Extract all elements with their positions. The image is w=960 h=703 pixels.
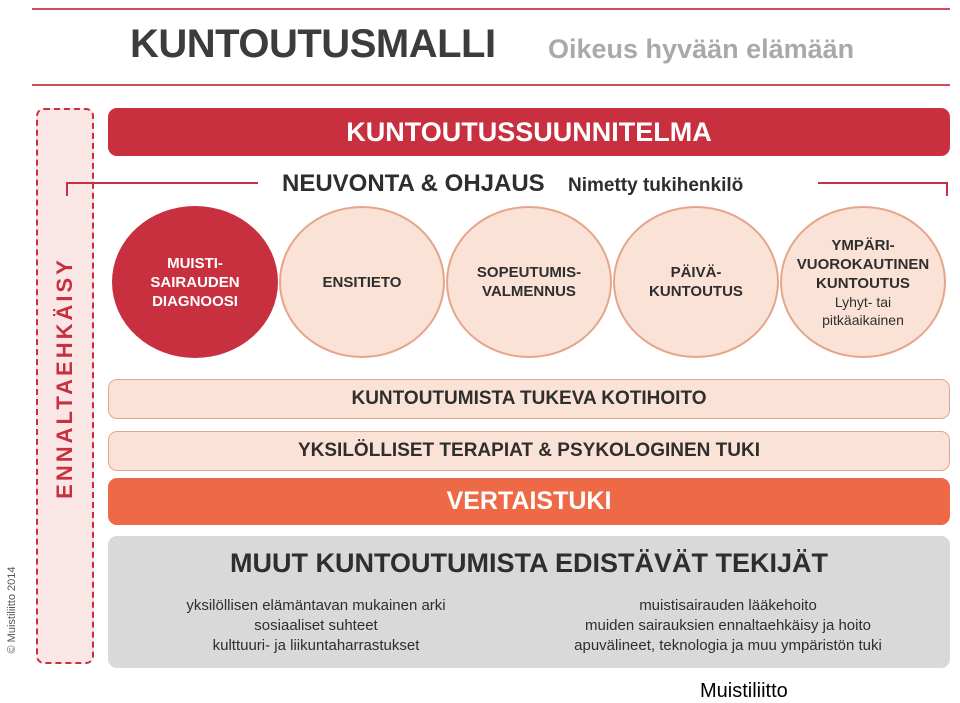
circle-first-info (279, 206, 445, 358)
circle-line: DIAGNOOSI (152, 292, 238, 310)
circle-day-rehab (613, 206, 779, 358)
rehab-plan-bar (108, 108, 950, 156)
home-care-label: KUNTOUTUMISTA TUKEVA KOTIHOITO (351, 388, 707, 409)
page-title: KUNTOUTUSMALLI (130, 22, 496, 66)
circle-adaptation-training (446, 206, 612, 358)
circle-line: ENSITIETO (322, 273, 402, 291)
circle-line: MUISTI- (167, 254, 223, 272)
list-item: muistisairauden lääkehoito (639, 597, 817, 614)
list-item: apuvälineet, teknologia ja muu ympäristön tuki (574, 637, 882, 654)
header-rule (32, 84, 950, 86)
other-factors-left (116, 596, 516, 656)
source-credit: Muistiliitto (700, 680, 788, 702)
guidance-bracket-left (66, 182, 258, 196)
home-care-bar (108, 379, 950, 419)
rehab-plan-label: KUNTOUTUSSUUNNITELMA (346, 116, 712, 147)
circle-line: SAIRAUDEN (150, 273, 240, 291)
circle-line: KUNTOUTUS (649, 283, 743, 300)
page-subtitle: Oikeus hyvään elämään (548, 34, 855, 64)
circle-24h-rehab (780, 206, 946, 358)
guidance-heading: NEUVONTA & OHJAUS (282, 170, 545, 197)
list-item: sosiaaliset suhteet (254, 617, 378, 634)
peer-support-bar (108, 478, 950, 525)
circle-line: PÄIVÄ- (670, 264, 722, 281)
other-factors-panel (108, 536, 950, 668)
circle-line: SOPEUTUMIS- (476, 264, 582, 281)
circle-line: YMPÄRI- (831, 236, 895, 254)
circle-subline: pitkäaikainen (822, 311, 904, 328)
guidance-subheading: Nimetty tukihenkilö (568, 175, 744, 196)
list-item: muiden sairauksien ennaltaehkäisy ja hoito (584, 617, 871, 634)
circle-line: KUNTOUTUS (816, 274, 910, 292)
therapies-label: YKSILÖLLISET TERAPIAT & PSYKOLOGINEN TUKI (297, 440, 760, 461)
list-item: kulttuuri- ja liikuntaharrastukset (212, 637, 420, 654)
top-rule (32, 8, 950, 10)
peer-support-label: VERTAISTUKI (446, 487, 612, 515)
circle-line: VUOROKAUTINEN (796, 255, 930, 273)
circle-line: VALMENNUS (482, 283, 576, 300)
other-factors-right (518, 596, 938, 656)
therapies-bar (108, 431, 950, 471)
other-factors-title: MUUT KUNTOUTUMISTA EDISTÄVÄT TEKIJÄT (230, 548, 828, 578)
list-item: yksilöllisen elämäntavan mukainen arki (186, 597, 446, 614)
copyright-note: © Muistiliitto 2014 (6, 566, 18, 654)
circle-subline: Lyhyt- tai (834, 293, 892, 310)
circle-diagnosis (112, 206, 278, 358)
guidance-bracket-right (818, 182, 948, 196)
prevention-label: ENNALTAEHKÄISY (52, 257, 77, 499)
